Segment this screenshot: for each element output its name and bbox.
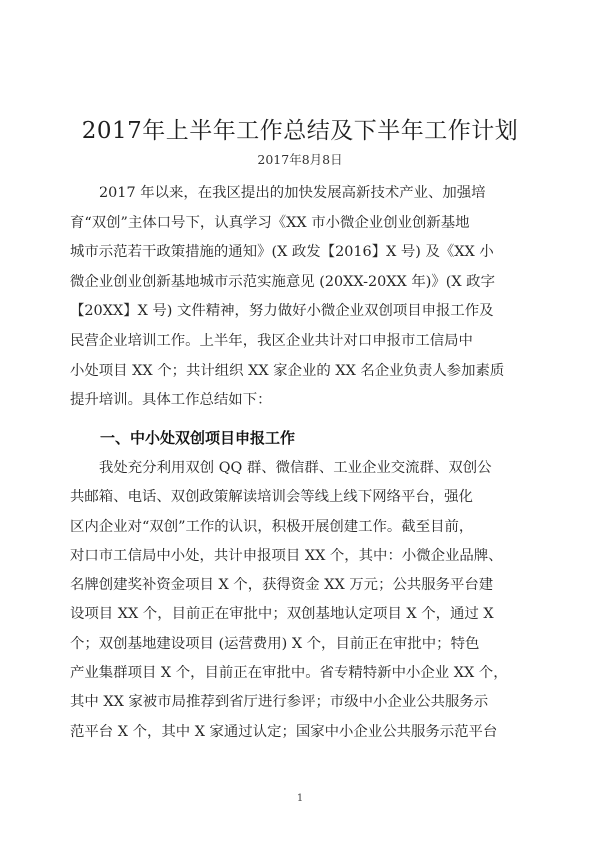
- paragraph-line: 对口市工信局中小处，共计申报项目 XX 个，其中：小微企业品牌、: [70, 547, 503, 564]
- paragraph-line: 我处充分利用双创 QQ 群、微信群、工业企业交流群、双创公: [99, 460, 492, 476]
- paragraph-line: 个；双创基地建设项目 (运营费用) X 个，目前正在审批中；特色: [70, 635, 480, 652]
- paragraph-line: 【20XX】X 号) 文件精神，努力做好小微企业双创项目申报工作及: [70, 303, 494, 320]
- paragraph-line: 范平台 X 个，其中 X 家通过认定；国家中小企业公共服务示范平台: [70, 723, 498, 740]
- paragraph-line: 小处项目 XX 个；共计组织 XX 家企业的 XX 名企业负责人参加素质: [70, 362, 505, 379]
- paragraph-line: 城市示范若干政策措施的通知》(X 政发【2016】X 号) 及《XX 小: [70, 244, 494, 261]
- document-title: 2017年上半年工作总结及下半年工作计划: [81, 118, 519, 144]
- paragraph-line: 2017 年以来，在我区提出的加快发展高新技术产业、加强培: [99, 185, 486, 201]
- paragraph-line: 设项目 XX 个，目前正在审批中；双创基地认定项目 X 个，通过 X: [70, 606, 494, 623]
- paragraph-line: 育“双创”主体口号下，认真学习《XX 市小微企业创业创新基地: [70, 214, 470, 231]
- paragraph-line: 区内企业对“双创”工作的认识，积极开展创建工作。截至目前，: [70, 518, 474, 535]
- paragraph-line: 产业集群项目 X 个，目前正在审批中。省专精特新中小企业 XX 个，: [70, 665, 508, 682]
- paragraph-line: 名牌创建奖补资金项目 X 个，获得资金 XX 万元；公共服务平台建: [70, 577, 494, 594]
- section-heading: 一、中小处双创项目申报工作: [100, 429, 296, 447]
- paragraph-line: 其中 XX 家被市局推荐到省厅进行参评；市级中小企业公共服务示: [70, 694, 489, 711]
- paragraph-line: 提升培训。具体工作总结如下：: [70, 392, 272, 409]
- paragraph-line: 微企业创业创新基地城市示范实施意见 (20XX-20XX 年)》(X 政字: [70, 273, 495, 290]
- paragraph-line: 共邮箱、电话、双创政策解读培训会等线上线下网络平台，强化: [70, 489, 473, 506]
- paragraph-line: 民营企业培训工作。上半年，我区企业共计对口申报市工信局中: [70, 332, 473, 349]
- section1-paragraph: [70, 454, 531, 747]
- page-number: 1: [296, 793, 304, 804]
- intro-paragraph: [70, 179, 531, 416]
- document-date: 2017年8月8日: [257, 152, 343, 167]
